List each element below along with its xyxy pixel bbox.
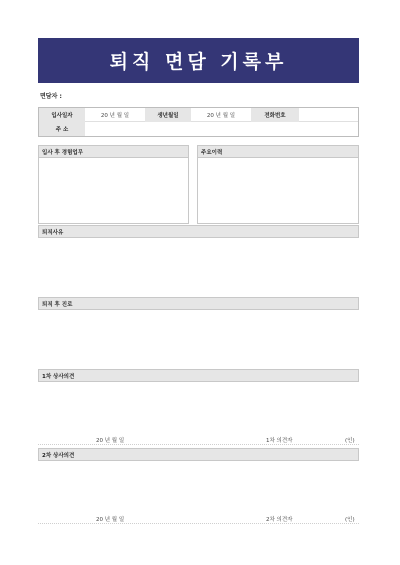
info-row-address <box>39 122 358 136</box>
signature-line <box>38 523 359 524</box>
career-after-hire-field[interactable] <box>38 158 189 224</box>
supervisor1-date: 20 년 월 일 <box>96 438 125 444</box>
supervisor2-signature-row <box>38 514 359 524</box>
path-after-header: 퇴직 후 진로 <box>38 297 359 310</box>
signature-line <box>38 444 359 445</box>
hire-date-field[interactable]: 20 년 월 일 <box>100 113 130 119</box>
supervisor1-header: 1차 상사의견 <box>38 369 359 382</box>
main-history-header: 주요이력 <box>197 145 359 158</box>
hire-date-label: 입사일자 <box>39 108 85 122</box>
supervisor2-field[interactable] <box>38 461 359 511</box>
phone-field[interactable] <box>299 108 360 122</box>
career-after-hire-header: 입사 후 경험업무 <box>38 145 189 158</box>
path-after-field[interactable] <box>38 310 359 366</box>
phone-label: 전화번호 <box>251 108 299 122</box>
address-field[interactable] <box>85 122 360 136</box>
reason-field[interactable] <box>38 238 359 294</box>
supervisor1-field[interactable] <box>38 382 359 432</box>
birth-date-label: 생년월일 <box>145 108 191 122</box>
supervisor2-role: 2차 의견자 <box>266 517 293 523</box>
supervisor2-seal[interactable]: (인) <box>345 517 355 523</box>
address-label: 주 소 <box>39 122 85 136</box>
main-history-field[interactable] <box>197 158 359 224</box>
info-table <box>38 107 359 137</box>
supervisor2-header: 2차 상사의견 <box>38 448 359 461</box>
supervisor1-signature-row <box>38 435 359 445</box>
supervisor1-seal[interactable]: (인) <box>345 438 355 444</box>
page-title: 퇴직 면담 기록부 <box>38 38 359 83</box>
info-row-dates <box>39 108 358 122</box>
supervisor1-role: 1차 의견자 <box>266 438 293 444</box>
reason-header: 퇴직사유 <box>38 225 359 238</box>
interviewer-label: 면담자 : <box>40 93 62 100</box>
supervisor2-date: 20 년 월 일 <box>96 517 125 523</box>
birth-date-field[interactable]: 20 년 월 일 <box>206 113 236 119</box>
